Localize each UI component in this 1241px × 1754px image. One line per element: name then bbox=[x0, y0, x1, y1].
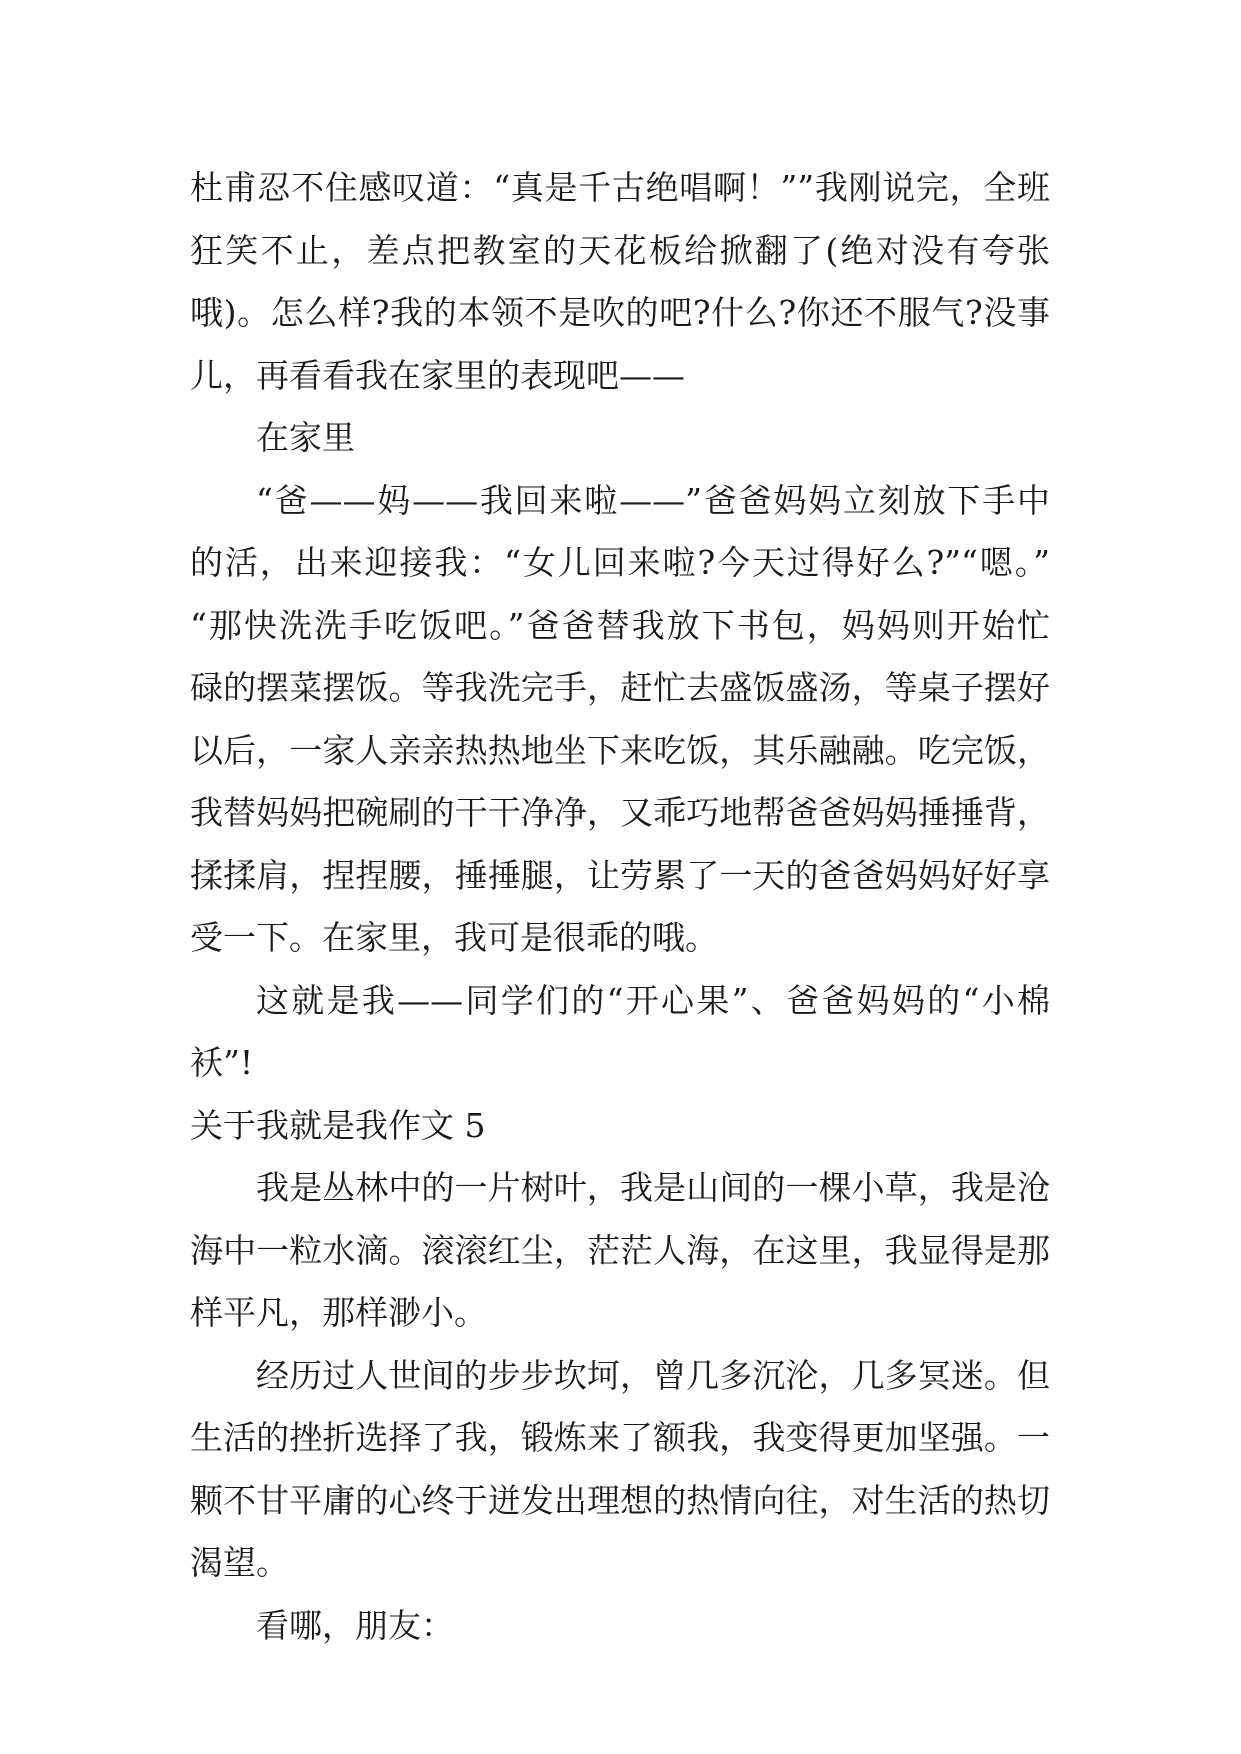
text-line: 袄”! bbox=[190, 1043, 254, 1082]
text-line: 经历过人世间的步步坎坷，曾几多沉沦，几多冥迷。但 bbox=[256, 1355, 1050, 1395]
text-line: 这就是我——同学们的“开心果”、爸爸妈妈的“小棉 bbox=[256, 980, 1050, 1020]
text-line: 受一下。在家里，我可是很乖的哦。 bbox=[190, 918, 718, 957]
document-body bbox=[190, 157, 1050, 1657]
text-line: 碌的摆菜摆饭。等我洗完手，赶忙去盛饭盛汤，等桌子摆好 bbox=[190, 668, 1050, 707]
text-line: 渴望。 bbox=[190, 1543, 289, 1582]
text-line: 以后，一家人亲亲热热地坐下来吃饭，其乐融融。吃完饭， bbox=[190, 730, 1050, 770]
text-line: 儿，再看看我在家里的表现吧—— bbox=[190, 355, 685, 395]
text-line: “爸——妈——我回来啦——”爸爸妈妈立刻放下手中 bbox=[256, 480, 1050, 520]
text-line: “那快洗洗手吃饭吧。”爸爸替我放下书包，妈妈则开始忙 bbox=[190, 605, 1050, 645]
text-line: 生活的挫折选择了我，锻炼来了额我，我变得更加坚强。一 bbox=[190, 1418, 1050, 1457]
text-line: 狂笑不止，差点把教室的天花板给掀翻了(绝对没有夸张 bbox=[190, 230, 1050, 270]
text-line: 海中一粒水滴。滚滚红尘，茫茫人海，在这里，我显得是那 bbox=[190, 1230, 1050, 1270]
text-line: 哦)。怎么样?我的本领不是吹的吧?什么?你还不服气?没事 bbox=[190, 293, 1050, 332]
text-line: 看哪，朋友： bbox=[256, 1605, 454, 1645]
section-title: 关于我就是我作文 5 bbox=[190, 1105, 486, 1145]
text-line: 样平凡，那样渺小。 bbox=[190, 1293, 487, 1332]
text-line: 颗不甘平庸的心终于迸发出理想的热情向往，对生活的热切 bbox=[190, 1480, 1050, 1520]
text-line: 揉揉肩，捏捏腰，捶捶腿，让劳累了一天的爸爸妈妈好好享 bbox=[190, 855, 1050, 895]
text-line: 的活，出来迎接我：“女儿回来啦?今天过得好么?”“嗯。” bbox=[190, 543, 1050, 582]
text-line: 我是丛林中的一片树叶，我是山间的一棵小草，我是沧 bbox=[256, 1168, 1050, 1207]
text-line: 杜甫忍不住感叹道：“真是千古绝唱啊！””我刚说完，全班 bbox=[190, 168, 1050, 207]
text-line: 我替妈妈把碗刷的干干净净，又乖巧地帮爸爸妈妈捶捶背， bbox=[190, 793, 1050, 832]
section-subheading: 在家里 bbox=[256, 418, 355, 457]
